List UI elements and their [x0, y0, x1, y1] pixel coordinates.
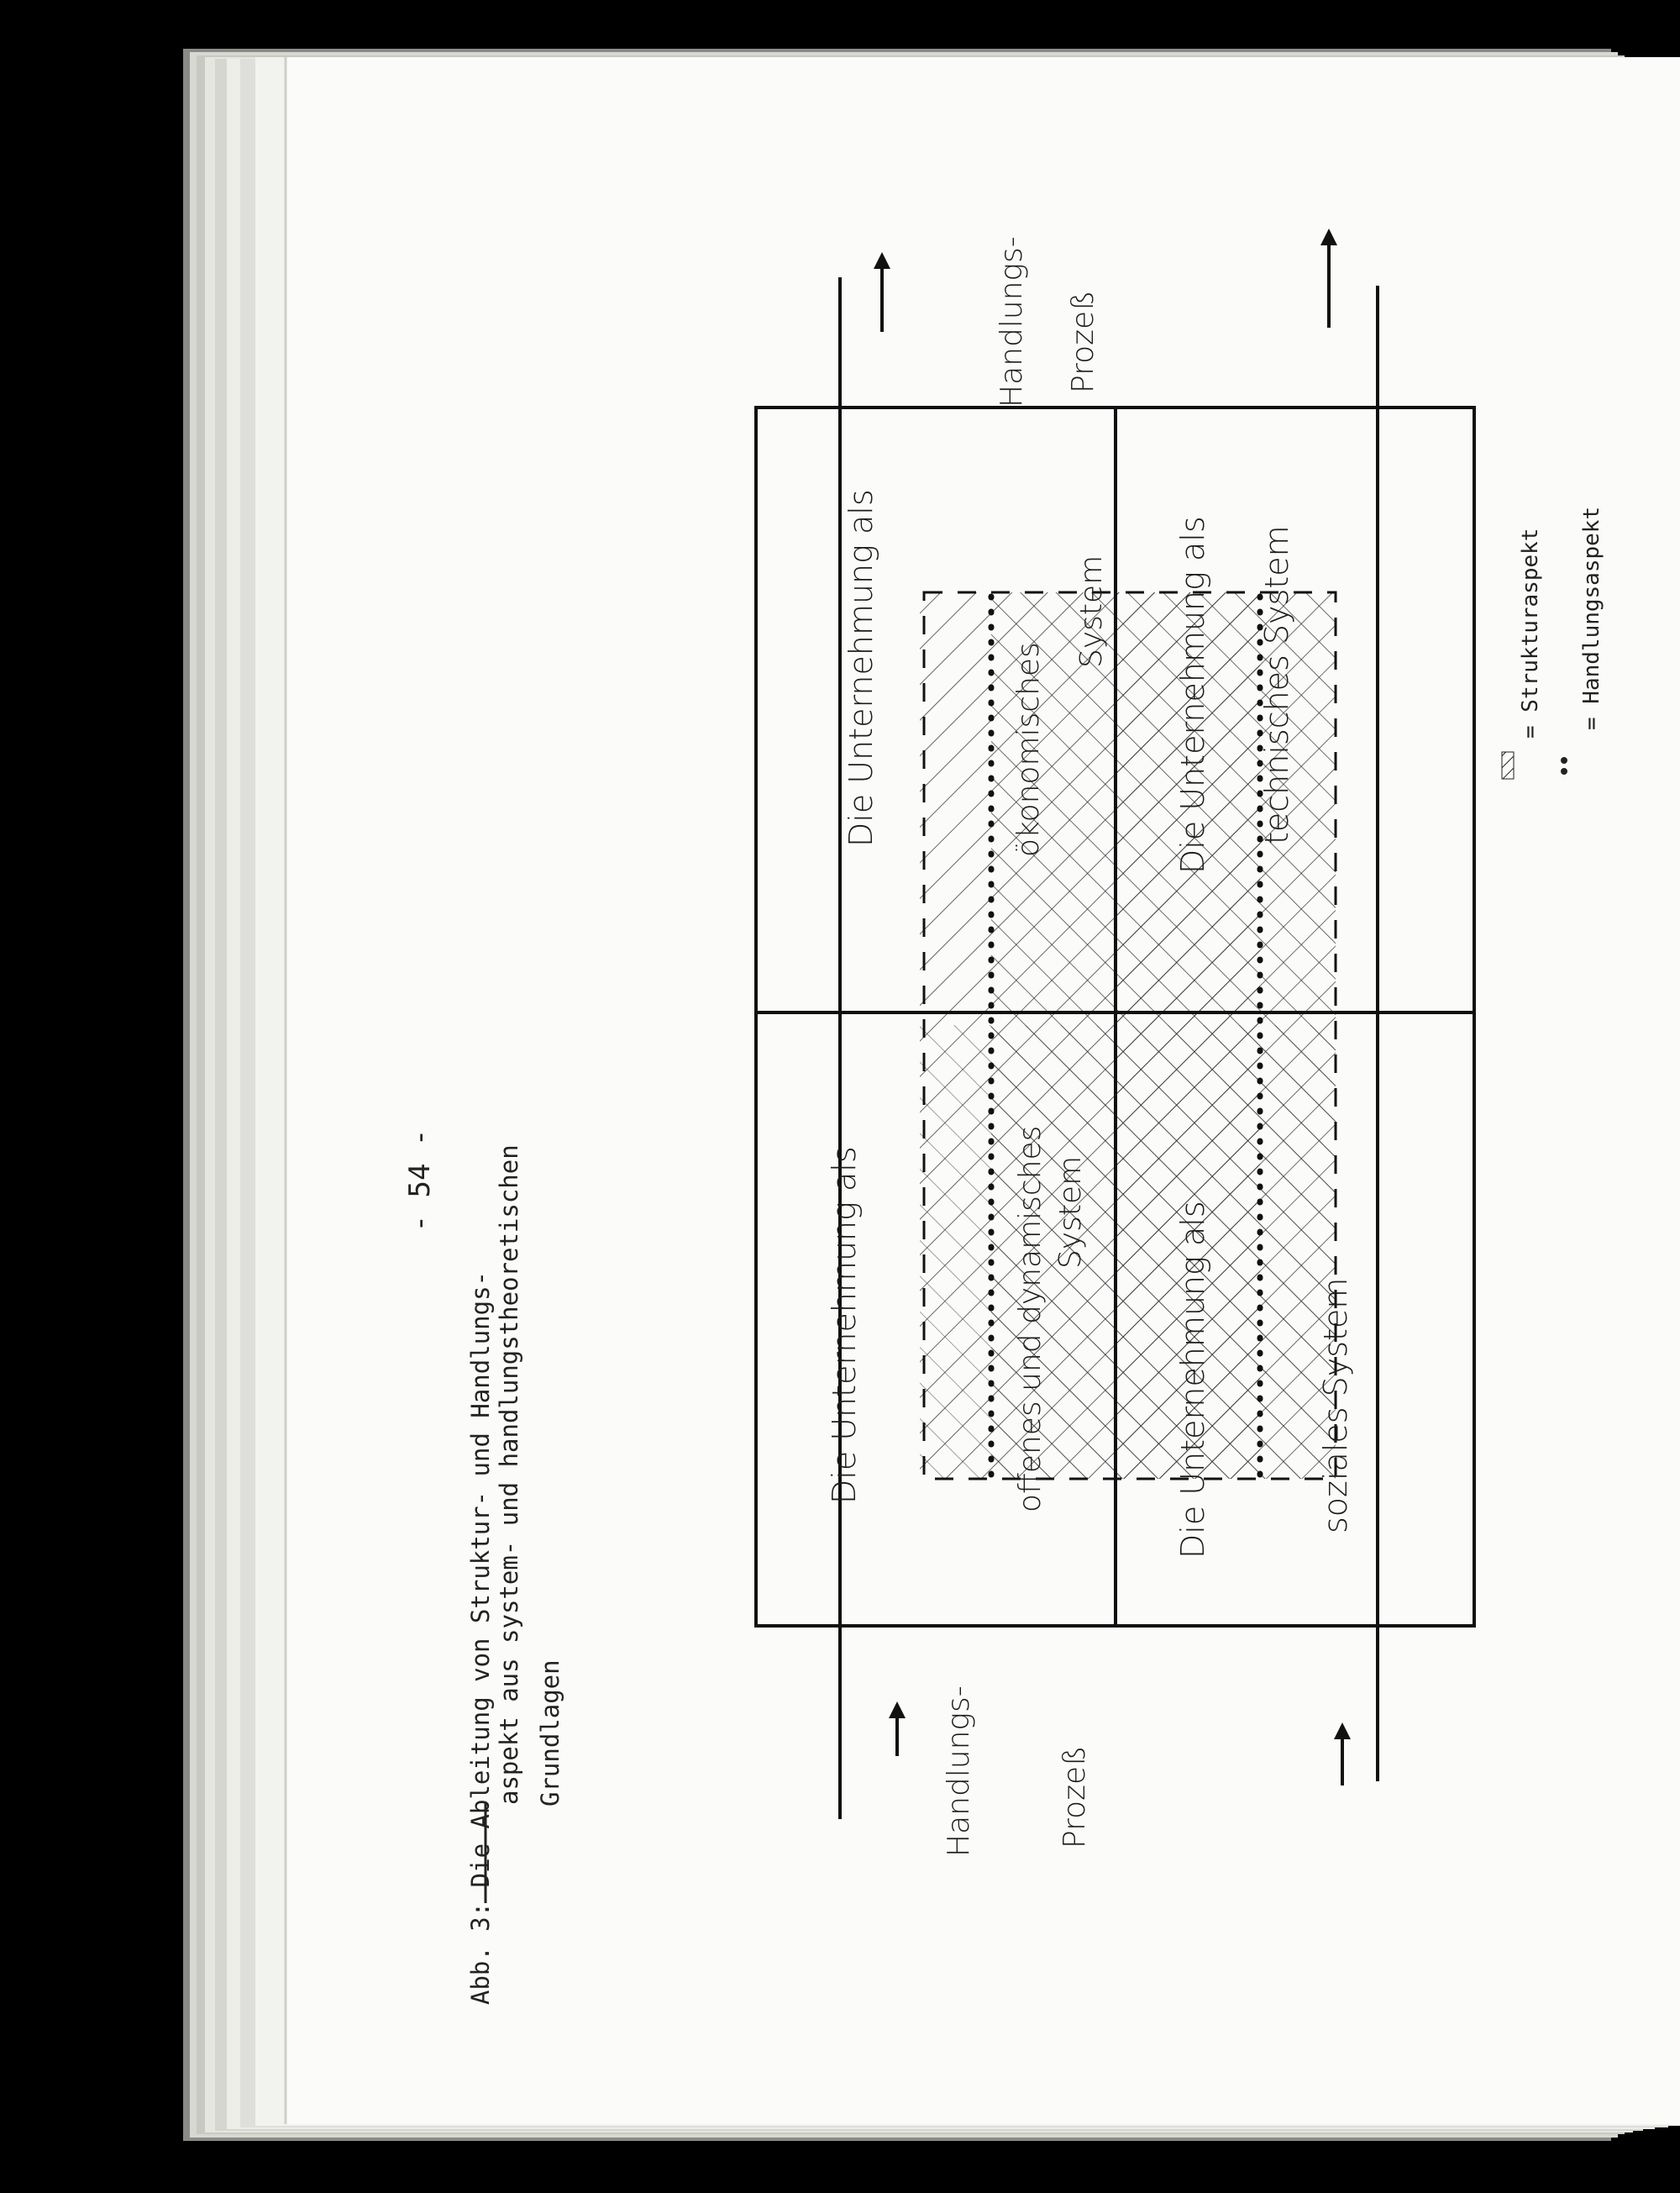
caption-line-3: Grundlagen	[536, 1659, 564, 1806]
process-label-top-line1: Handlungs-	[995, 236, 1029, 408]
legend-handlung: = Handlungsaspekt	[1579, 506, 1604, 730]
quadrant-bottom-right-line1: Die Unternehmung als	[1174, 516, 1211, 874]
quadrant-bottom-right-line2: technisches System	[1258, 525, 1295, 844]
quadrant-bottom-left-line1: Die Unternehmung als	[1174, 1201, 1211, 1559]
legend-struktur: = Strukturaspekt	[1518, 528, 1543, 739]
caption-line-1	[465, 946, 496, 2005]
arrow-bottom-left	[889, 1701, 906, 1756]
caption-label: Abb. 3:	[466, 1901, 495, 2005]
quadrant-top-left-line1: Die Unternehmung als	[826, 1146, 863, 1504]
arrow-bottom-right	[1334, 1722, 1351, 1785]
legend-swatch-handlung	[1561, 757, 1567, 775]
quadrant-top-right-line3: System	[1074, 555, 1109, 668]
legend-swatch-struktur	[1502, 752, 1514, 779]
page-number: - 54 -	[403, 1128, 437, 1233]
caption-text-1: Die Ableitung von Struktur- und Handlungs-	[466, 1271, 495, 1888]
quadrant-top-left-line3: System	[1053, 1155, 1088, 1269]
quadrant-top-right-line1: Die Unternehmung als	[843, 489, 879, 847]
process-label-bottom-line2: Prozeß	[1058, 1745, 1092, 1849]
arrow-top-right	[1320, 229, 1337, 328]
process-label-bottom-line1: Handlungs-	[942, 1686, 976, 1857]
caption-line-2: aspekt aus system- und handlungstheoretischen	[495, 1144, 523, 1805]
process-label-top-line2: Prozeß	[1066, 290, 1100, 393]
quadrant-top-left-line2: offenes und dynamisches	[1013, 1125, 1047, 1512]
arrow-top-left	[874, 252, 890, 332]
quadrant-bottom-left-line2: soziales System	[1317, 1277, 1354, 1533]
quadrant-top-right-line2: ökonomisches	[1011, 642, 1046, 857]
